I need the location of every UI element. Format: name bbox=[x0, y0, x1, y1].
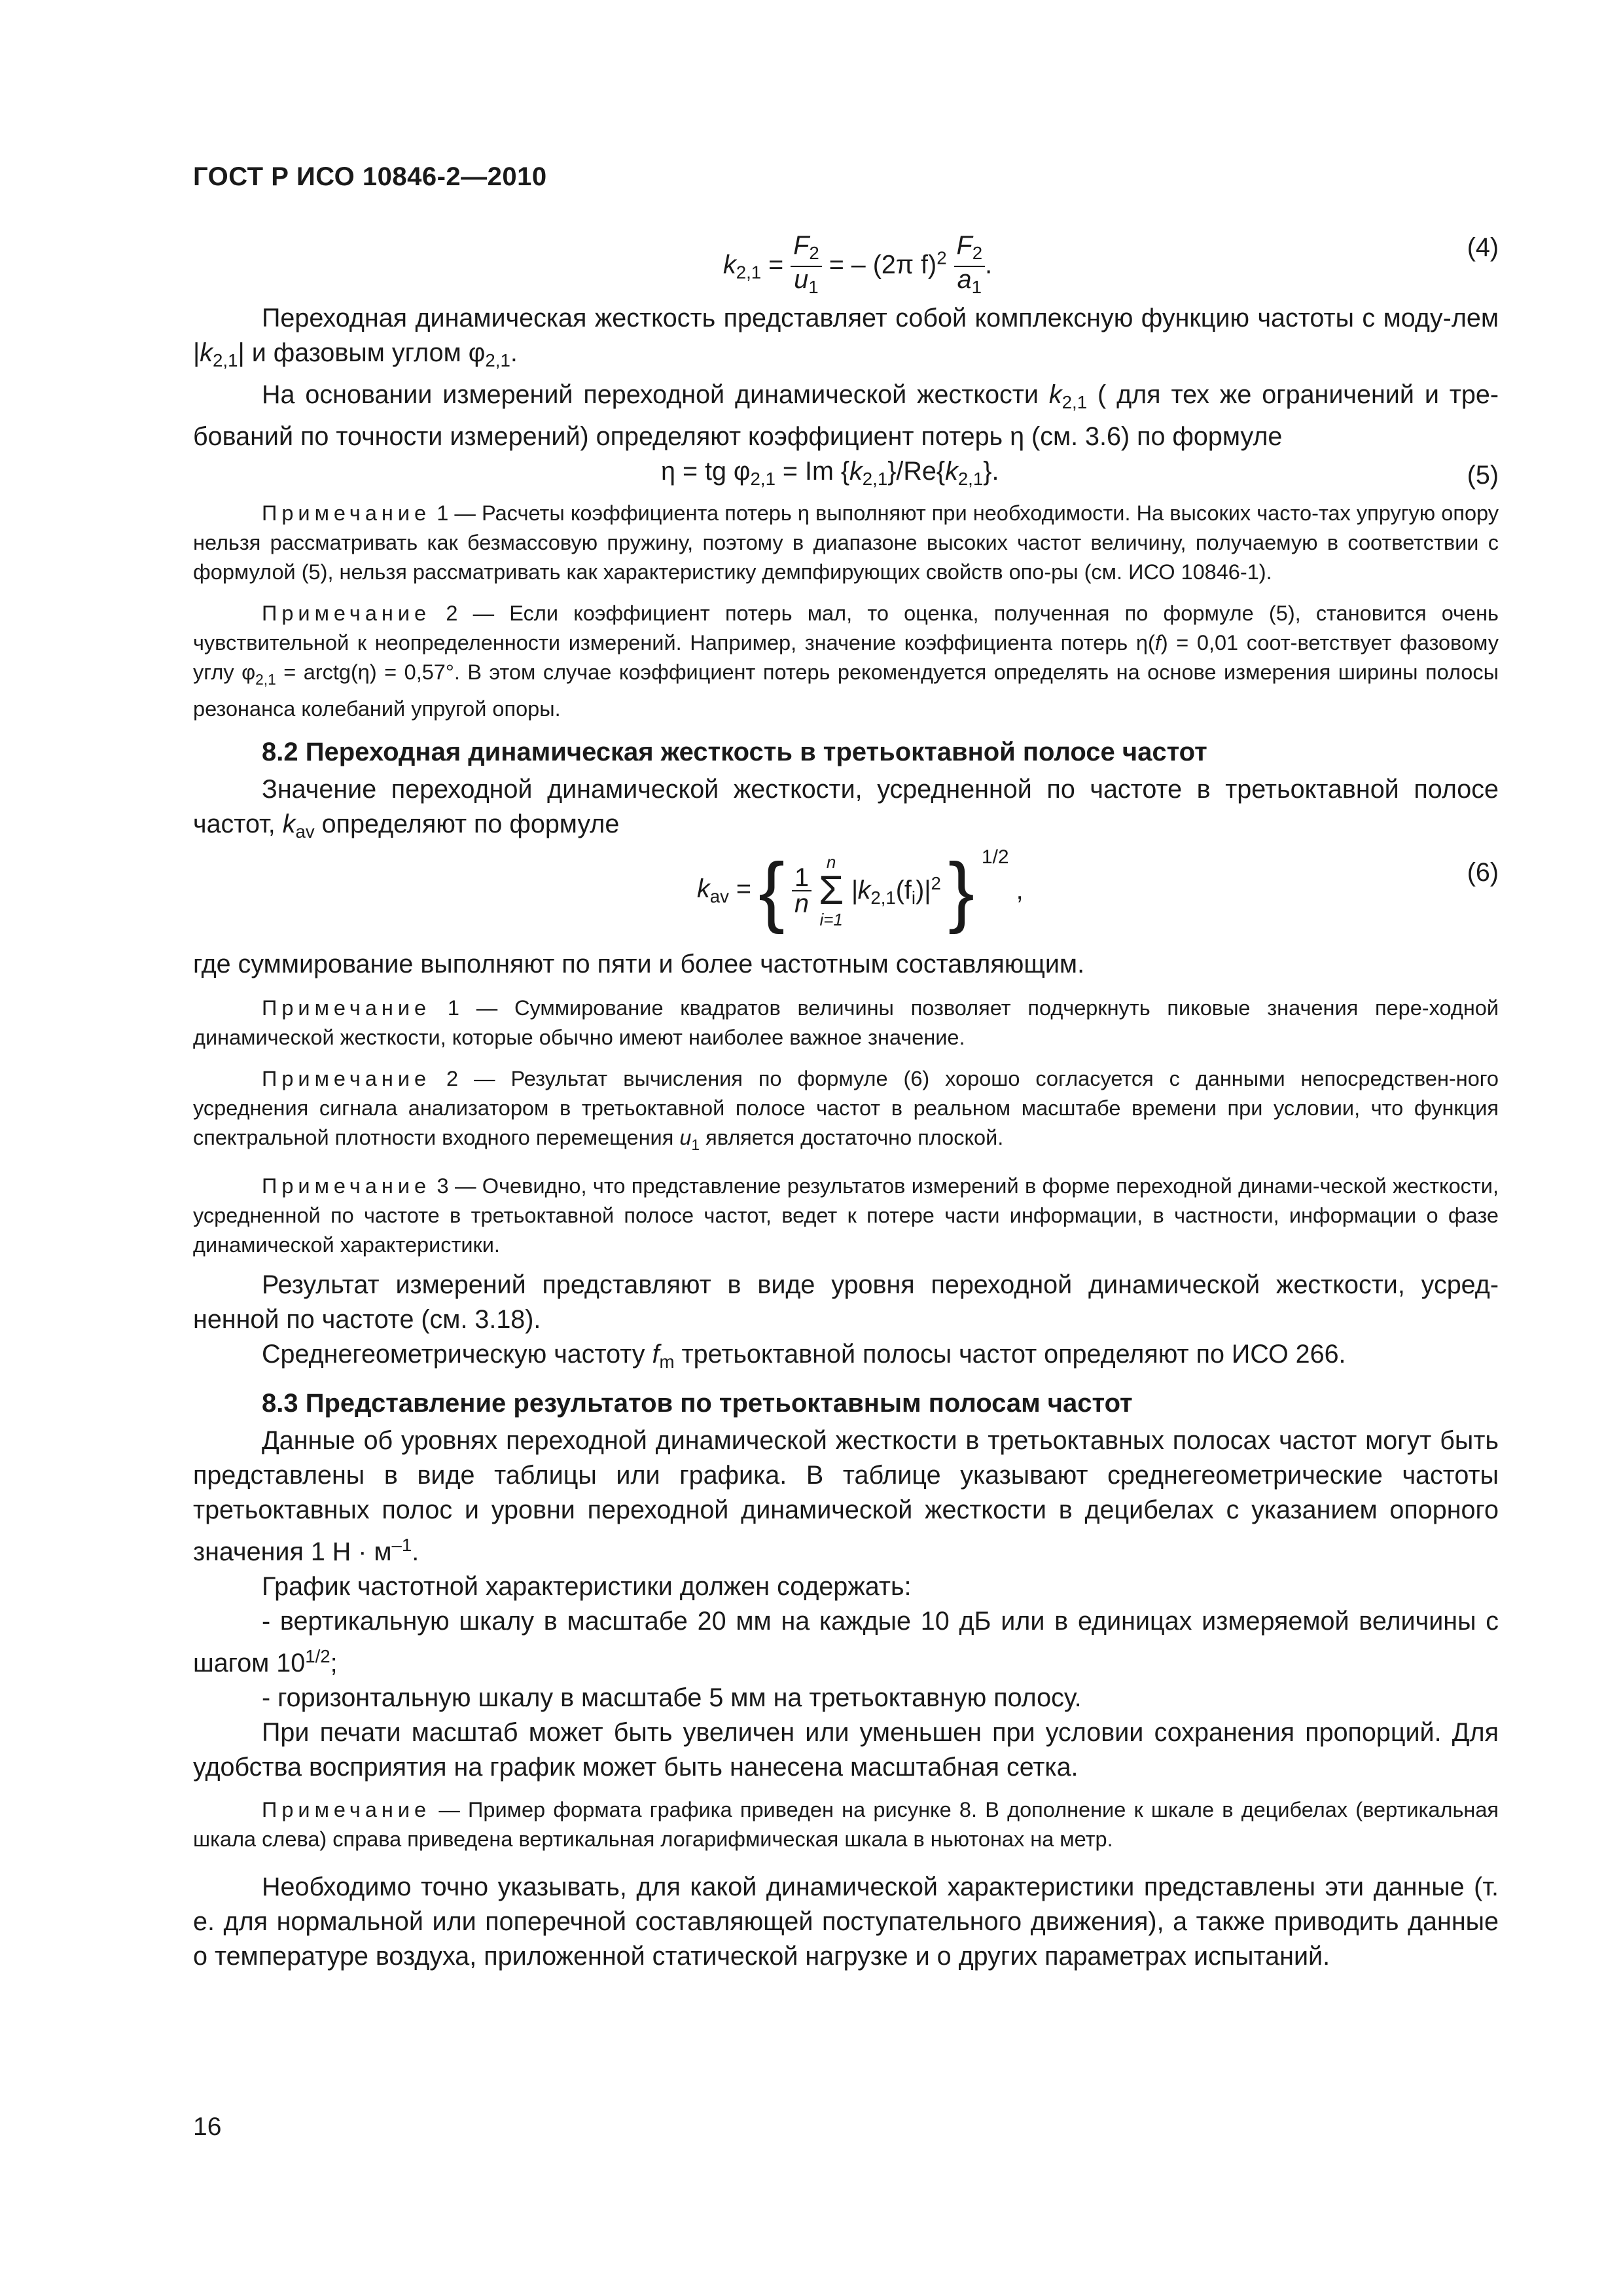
paragraph: При печати масштаб может быть увеличен или уменьшен при условии сохранения пропорций. Для удобства восприятия на график может быть нанесена масштабная сетка. bbox=[193, 1718, 1499, 1782]
paragraph: Переходная динамическая жесткость представляет собой комплексную функцию частоты с моду-лем $|k_{2,1}|$ и фазовым углом $\varphi_{2,1}$. bbox=[193, 304, 1499, 370]
formula-number: (4) bbox=[1467, 233, 1499, 262]
formula-6 bbox=[193, 846, 1499, 947]
formula-number: (6) bbox=[1467, 858, 1499, 887]
formula-5-expression: η = tg $\varphi_{2,1} = Im$ $\{k_{2,1}\}/Re\{k_{2,1}\}$. bbox=[661, 457, 999, 489]
formula-4 bbox=[193, 229, 1499, 295]
formula-4-expression: $k_{2,1}$ = $\frac{F_2}{u_1}$ = – (2π f)$^2$ $\frac{F_2}{a_1}$ . bbox=[723, 233, 992, 300]
right-brace: } bbox=[948, 847, 974, 935]
section-heading: 8.3 Представление результатов по третьоктавным полосам частот bbox=[262, 1389, 1133, 1418]
section-heading: 8.2 Переходная динамическая жесткость в третьоктавной полосе частот bbox=[262, 738, 1207, 766]
note: Примечание — Пример формата графика приведен на рисунке 8. В дополнение к шкале в децибелах (вертикальная шкала слева) справа приведена вертикальная логарифмическая шкала в ньютонах на метр. bbox=[193, 1798, 1499, 1851]
paragraph: Данные об уровнях переходной динамической жесткости в третьоктавных полосах частот могут быть представлены в виде таблицы или графика. В таблице указывают среднегеометрические частоты третьоктавных полос и уровни переходной динамической жесткости в децибелах с указанием опорного значения 1 $Н \cdot м^{-1}$. bbox=[193, 1426, 1499, 1566]
document-body bbox=[193, 229, 1499, 1974]
note: Примечание 2 — Если коэффициент потерь мал, то оценка, полученная по формуле (5), становится очень чувствительной к неопределенности измерений. Например, значение коэффициента потерь η(f) = 0,01 соот-ветствует фазовому углу $\varphi_{2,1}$ = arctg(η) = 0,57°. В этом случае коэффициент потерь рекомендуется определять на основе измерения ширины полосы резонанса колебаний упругой опоры. bbox=[193, 601, 1499, 721]
list-item: - вертикальную шкалу в масштабе 20 мм на каждые 10 дБ или в единицах измеряемой величины с шагом $10^{1/2}$; bbox=[193, 1607, 1499, 1677]
note: Примечание 3 — Очевидно, что представление результатов измерений в форме переходной динами-ческой жесткости, усредненной по частоте в третьоктавной полосе частот, ведет к потере части информации, в частности, информации о фазе динамической характеристики. bbox=[193, 1174, 1499, 1257]
paragraph: На основании измерений переходной динамической жесткости $k_{2,1}$ ( для тех же ограничений и тре-бований по точности измерений) определяют коэффициент потерь η (см. 3.6) по формуле bbox=[193, 380, 1499, 451]
note: Примечание 2 — Результат вычисления по формуле (6) хорошо согласуется с данными непосредствен-ного усреднения сигнала анализатором в третьоктавной полосе частот в реальном масштабе времени при условии, что функция спектральной плотности входного перемещения $u_1$ является достаточно плоской. bbox=[193, 1067, 1499, 1153]
paragraph: Среднегеометрическую частоту $f_m$ третьоктавной полосы частот определяют по ИСО 266. bbox=[262, 1340, 1346, 1372]
summation-sign: n Σ i=1 bbox=[819, 852, 844, 929]
fraction-f-over-a: $\frac{F_2}{a_1}$ bbox=[954, 233, 986, 300]
left-brace: { bbox=[758, 847, 785, 935]
paragraph: где суммирование выполняют по пяти и более частотным составляющим. bbox=[193, 950, 1085, 978]
list-item: - горизонтальную шкалу в масштабе 5 мм на третьоктавную полосу. bbox=[262, 1683, 1082, 1712]
fraction-one-over-n: $\frac{1}{n}$ bbox=[792, 865, 812, 916]
formula-6-expression: $k_{av}$ = { $\frac{1}{n}$ n Σ i=1 $|k_{2,1}(f_i)|^2$ } $^{1/2}$ , bbox=[697, 846, 1024, 935]
paragraph: График частотной характеристики должен содержать: bbox=[262, 1572, 912, 1601]
note: Примечание 1 — Суммирование квадратов величины позволяет подчеркнуть пиковые значения пере-ходной динамической жесткости, которые обычно имеют наиболее важное значение. bbox=[193, 996, 1499, 1049]
fraction-f-over-u: $\frac{F_2}{u_1}$ bbox=[791, 233, 822, 300]
formula-number: (5) bbox=[1467, 461, 1499, 490]
page-number: 16 bbox=[193, 2113, 222, 2141]
note: Примечание 1 — Расчеты коэффициента потерь η выполняют при необходимости. На высоких часто-тах упругую опору нельзя рассматривать как безмассовую пружину, поэтому в диапазоне высоких частот величину, получаемую в соответствии с формулой (5), нельзя рассматривать как характеристику демпфирующих свойств опо-ры (см. ИСО 10846-1). bbox=[193, 501, 1499, 584]
paragraph: Необходимо точно указывать, для какой динамической характеристики представлены эти данные (т. е. для нормальной или поперечной составляющей поступательного движения), а также приводить данные о температуре воздуха, приложенной статической нагрузке и о других параметрах испытаний. bbox=[193, 1873, 1499, 1971]
formula-5 bbox=[193, 454, 1499, 495]
paragraph: Результат измерений представляют в виде уровня переходной динамической жесткости, усред-ненной по частоте (см. 3.18). bbox=[193, 1270, 1499, 1334]
paragraph: Значение переходной динамической жесткости, усредненной по частоте в третьоктавной полосе частот, $k_{av}$ определяют по формуле bbox=[193, 775, 1499, 842]
page-header: ГОСТ Р ИСО 10846-2—2010 bbox=[193, 162, 547, 191]
